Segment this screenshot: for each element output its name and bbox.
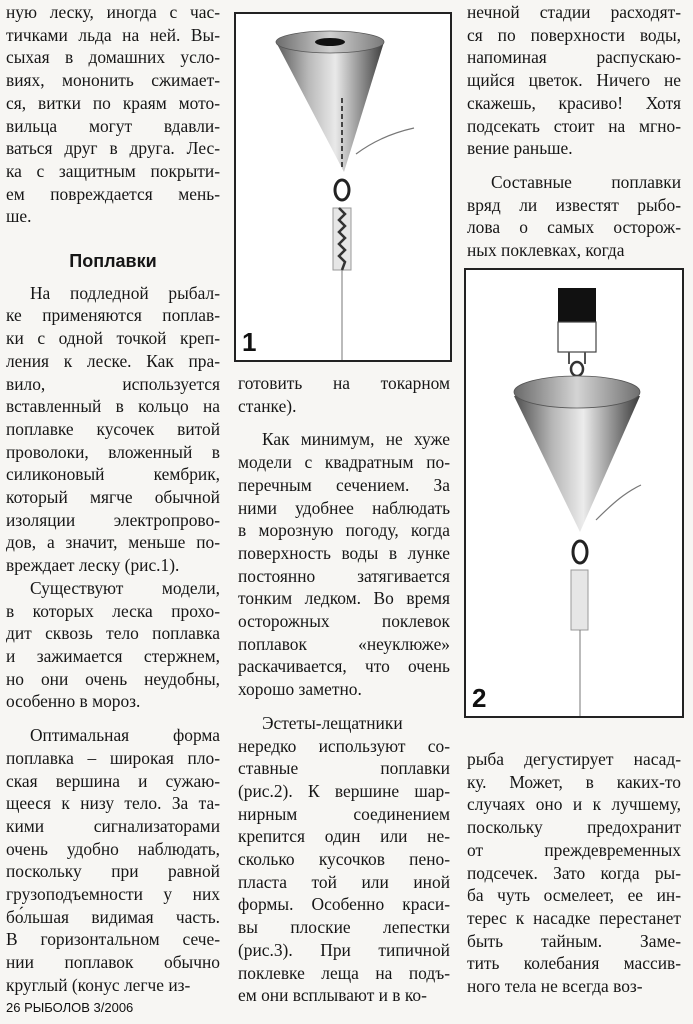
text-line: вильца могут вдавли- [6,115,220,136]
text-line: от преждевременных [467,839,681,860]
text-line: ше. [6,206,32,227]
cone-top-2 [514,376,640,408]
text-line: напоминая распускаю- [467,47,681,68]
text-line: станке). [238,395,297,416]
text-line: ке применяются поплав- [6,305,220,326]
text-line: Эстеты-лещатники [262,712,403,733]
hinge-ring [571,362,583,376]
text-line: поскольку предохранит [467,817,681,838]
text-line: В горизонтальном сече- [6,929,220,950]
text-line: Составные поплавки [491,171,681,192]
text-line: ваться друг в друга. Лес- [6,138,220,159]
text-line: ся, витки по краям мото- [6,92,220,113]
column-1 [6,1,220,997]
text-line: поплавке кусочек витой [6,418,220,439]
text-line: поклевке леща на подъ- [238,962,450,983]
text-line: нирным соединением [238,803,450,824]
text-line: поплавок «неуклюже» [238,633,450,654]
figure-2-number: 2 [472,683,487,713]
text-line: бо́льшая видимая часть. [6,906,220,927]
float-illustration-1 [236,14,450,360]
text-line: виях, мононить сжимает- [6,70,220,91]
text-line: раскачивается, что очень [238,656,450,677]
column3-paragraph-2 [467,171,681,262]
figure-2 [464,268,684,718]
text-line: поплавка – широкая пло- [6,747,220,768]
text-line: ка с защитным покрыти- [6,160,220,181]
text-line: ба чуть осмелеет, ее ин- [467,885,681,906]
text-line: случаях оно и к лучшему, [467,794,681,815]
text-line: и зажимается стержнем, [6,645,220,666]
column-3-top [467,1,681,262]
text-line: щееся к низу тело. За та- [6,793,220,814]
column-3-bottom [467,748,681,998]
text-line: подсечек. Зато когда ры- [467,862,681,883]
text-line: пласта той или иной [238,871,450,892]
text-line: модели с квадратным по- [238,452,450,473]
text-line: На подледной рыбал- [30,282,220,303]
column3-paragraph-3 [467,748,681,998]
text-line: который мягче обычной [6,487,220,508]
cone-hole [315,38,345,46]
text-line: (рис.3). При типичной [238,939,450,960]
text-line: ную леску, иногда с час- [6,2,220,22]
text-line: ки с одной точкой креп- [6,328,220,349]
text-line: быть тайным. Заме- [467,930,681,951]
text-line: (рис.2). К вершине шар- [238,780,450,801]
cone-body [276,42,384,172]
text-line: ем повреждается мень- [6,183,220,204]
text-line: тичками льда на ней. Вы- [6,24,220,45]
text-line: тонким ледком. Во время [238,588,450,609]
text-line: дит сквозь тело поплавка [6,623,220,644]
text-line: скажешь, красиво! Хотя [467,92,681,113]
text-line: нередко используют со- [238,735,450,756]
cone-body-2 [514,396,640,532]
text-line: поверхность воды в лунке [238,542,450,563]
text-line: поскольку при равной [6,861,220,882]
text-line: вряд ли известят рыбо- [467,194,681,215]
text-line: Как минимум, не хуже [262,429,450,450]
text-line: ления к леске. Как пра- [6,350,220,371]
text-line: но они очень неудобны, [6,668,220,689]
text-line: ку. Может, в каких-то [467,771,681,792]
text-line: щийся цветок. Ничего не [467,70,681,91]
text-line: в которых леска прохо- [6,600,220,621]
ring-2 [573,541,587,563]
column1-paragraph-2 [6,577,220,713]
column-2 [238,372,450,1007]
text-line: вило, используется [6,373,220,394]
text-line: ся по поверхности воды, [467,24,681,45]
text-line: Существуют модели, [30,577,220,598]
ring [335,180,349,200]
column1-top-text [6,1,220,228]
text-line: сколько кусочков пено- [238,849,450,870]
text-line: рыба дегустирует насад- [467,749,681,769]
text-line: силиконовый кембрик, [6,464,220,485]
text-line: готовить на токарном [238,373,450,393]
text-line: дов, а значит, меньше по- [6,532,220,553]
text-line: сыхая в домашних усло- [6,47,220,68]
text-line: осторожных поклевок [238,611,450,632]
text-line: изоляции электропрово- [6,509,220,530]
text-line: нечной стадии расходят- [467,2,681,22]
column2-paragraph-2 [238,428,450,700]
section-heading: Поплавки [69,251,157,272]
text-line: тить колебания массив- [467,953,681,974]
text-line: в морозную погоду, когда [238,520,450,541]
text-line: терес к насадке перестанет [467,907,681,928]
text-line: особенно в мороз. [6,691,141,712]
foam-piece-white [558,322,596,352]
text-line: крепится один или не- [238,826,450,847]
text-line: вставленный в кольцо на [6,396,220,417]
text-line: круглый (конус легче из- [6,974,191,995]
text-line: Оптимальная форма [30,725,220,746]
column3-paragraph-1 [467,1,681,160]
text-line: перечным сечением. За [238,474,450,495]
cambric-tube-2 [571,570,588,630]
text-line: лова о самых осторож- [467,217,681,238]
text-line: проволоки, вложенный в [6,441,220,462]
text-line: хорошо заметно. [238,679,362,700]
text-line: постоянно затягивается [238,565,450,586]
text-line: очень удобно наблюдать, [6,838,220,859]
column1-paragraph-1 [6,282,220,577]
text-line: нии поплавок обычно [6,952,220,973]
text-line: кими сигнализаторами [6,815,220,836]
figure-1 [234,12,452,362]
text-line: подсекать стоит на мгно- [467,115,681,136]
page-footer: 26 РЫБОЛОВ 3/2006 [6,1000,134,1015]
foam-piece-black [558,288,596,322]
text-line: вы плоские лепестки [238,917,450,938]
text-line: вреждает леску (рис.1). [6,555,180,576]
text-line: ем они всплывают и в ко- [238,985,427,1006]
text-line: ставные поплавки [238,758,450,779]
text-line: ская вершина и сужаю- [6,770,220,791]
text-line: ними удобнее наблюдать [238,497,450,518]
text-line: ного тела не всегда воз- [467,976,643,997]
column2-paragraph-3 [238,712,450,1007]
float-illustration-2 [466,270,682,716]
column1-paragraph-3 [6,724,220,996]
text-line: вение раньше. [467,138,573,159]
column2-paragraph-1 [238,372,450,417]
text-line: грузоподъемности у них [6,884,220,905]
text-line: формы. Особенно краси- [238,894,450,915]
figure-1-number: 1 [242,327,257,357]
text-line: ных поклевках, когда [467,240,625,261]
